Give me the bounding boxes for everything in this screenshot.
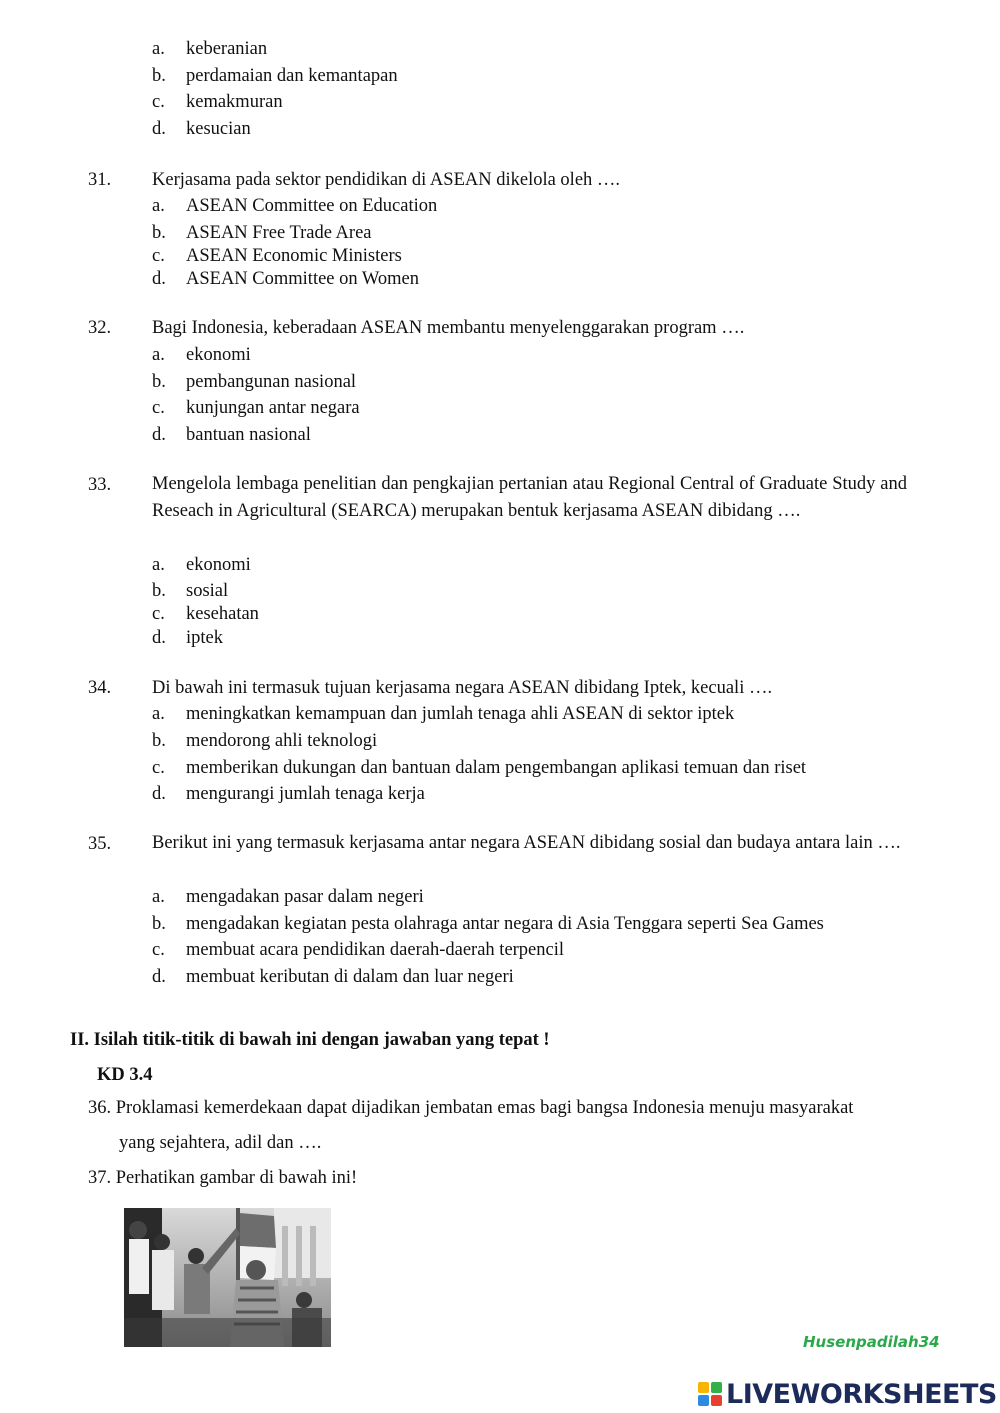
question-text: Di bawah ini termasuk tujuan kerjasama negara ASEAN dibidang Iptek, kecuali …. bbox=[152, 678, 773, 698]
liveworksheets-logo-icon bbox=[698, 1382, 722, 1406]
kd-label: KD 3.4 bbox=[97, 1065, 153, 1085]
question-37: 37. Perhatikan gambar di bawah ini! bbox=[88, 1168, 358, 1188]
question-text: Berikut ini yang termasuk kerjasama antar negara ASEAN dibidang sosial dan budaya antara lain …. bbox=[152, 833, 901, 853]
question-text: Kerjasama pada sektor pendidikan di ASEAN dikelola oleh …. bbox=[152, 170, 621, 190]
flag-raising-illustration bbox=[124, 1208, 331, 1347]
question-text: Mengelola lembaga penelitian dan pengkajian pertanian atau Regional Central of Graduate Study and Reseach in Agricultural (SEARCA) merupakan bentuk kerjasama ASEAN dibidang …. bbox=[152, 474, 907, 521]
question-number: 32. bbox=[88, 318, 112, 338]
question-text: Bagi Indonesia, keberadaan ASEAN membantu menyelenggarakan program …. bbox=[152, 318, 745, 338]
question-number: 35. bbox=[88, 834, 112, 854]
question-36-line1: 36. Proklamasi kemerdekaan dapat dijadikan jembatan emas bagi bangsa Indonesia menuju masyarakat bbox=[88, 1098, 854, 1118]
section-heading: II. Isilah titik-titik di bawah ini dengan jawaban yang tepat ! bbox=[70, 1030, 550, 1050]
author-watermark: Husenpadilah34 bbox=[803, 1333, 940, 1351]
question-number: 34. bbox=[88, 678, 112, 698]
question-36-line2: yang sejahtera, adil dan …. bbox=[119, 1133, 322, 1153]
question-number: 31. bbox=[88, 170, 112, 190]
flag-raising-photo bbox=[124, 1208, 331, 1347]
question-number: 33. bbox=[88, 475, 112, 495]
liveworksheets-brand[interactable] bbox=[698, 1377, 997, 1411]
brand-name: LIVEWORKSHEETS bbox=[726, 1378, 997, 1410]
